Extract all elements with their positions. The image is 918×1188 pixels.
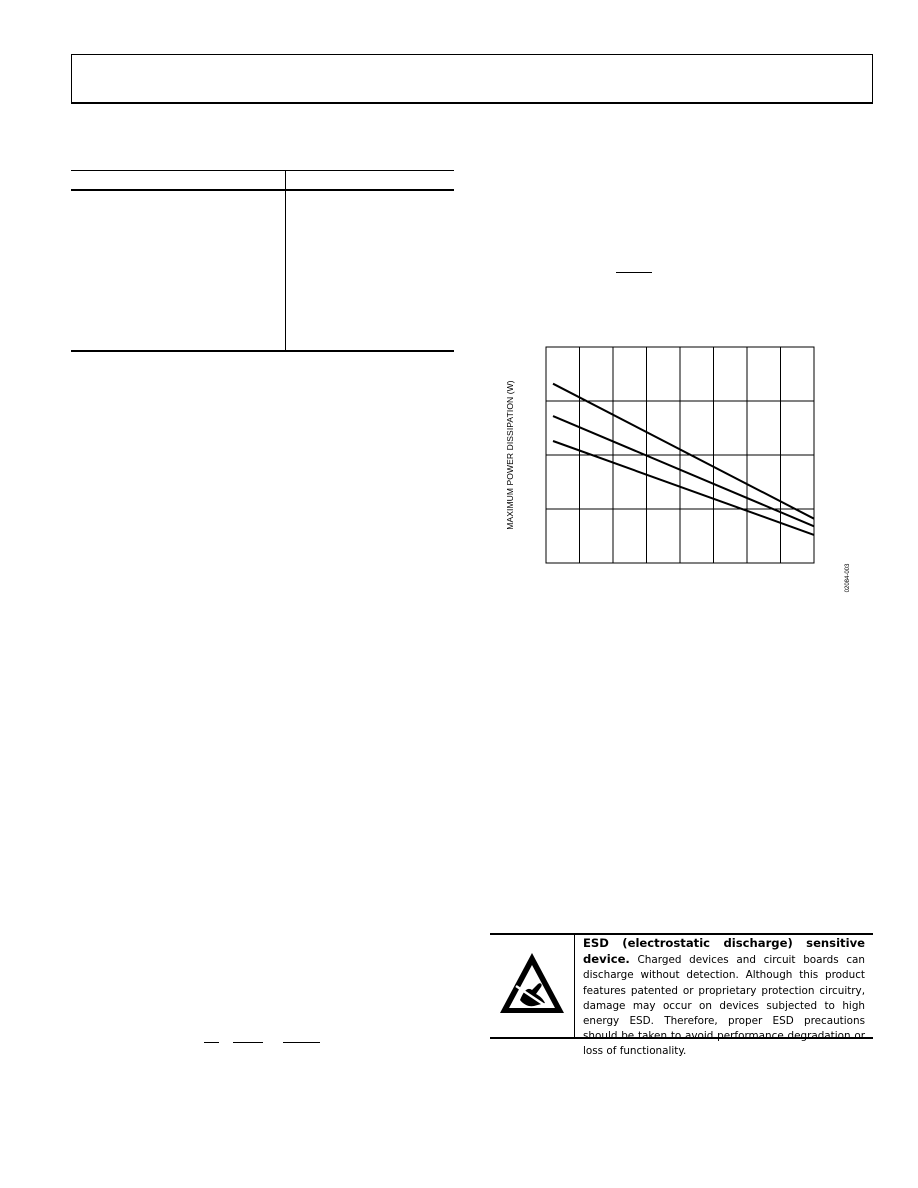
- table-top-rule: [71, 170, 454, 171]
- chart-y-axis-label: MAXIMUM POWER DISSIPATION (W): [505, 380, 515, 530]
- figure-code: 02084-003: [845, 563, 851, 593]
- series-line-1: [553, 384, 814, 519]
- equation-fraction-bar: [616, 272, 652, 273]
- esd-body: Charged devices and circuit boards can discharge without detection. Although this product features patented or proprietary protection circuitry, damage may occur on devices subjected to high energy ESD. Therefore, proper ESD precautions should be taken to avoid performance degradation or loss of functionality.: [583, 954, 865, 1058]
- equation-fraction-bar: [233, 1042, 263, 1043]
- esd-notice-text: [583, 936, 865, 1060]
- power-dissipation-chart: [545, 346, 815, 564]
- esd-divider: [574, 933, 575, 1039]
- equation-fraction-bar: [204, 1042, 219, 1043]
- table-column-divider: [285, 170, 286, 352]
- table-bottom-rule: [71, 350, 454, 352]
- esd-top-rule: [490, 933, 873, 935]
- page-header-box: [71, 54, 873, 104]
- equation-fraction-bar: [283, 1042, 320, 1043]
- series-line-2: [553, 416, 814, 526]
- esd-title: ESD (electrostatic discharge) sensitive device.: [583, 936, 865, 967]
- esd-warning-icon: [498, 950, 566, 1016]
- table-header-rule: [71, 189, 454, 191]
